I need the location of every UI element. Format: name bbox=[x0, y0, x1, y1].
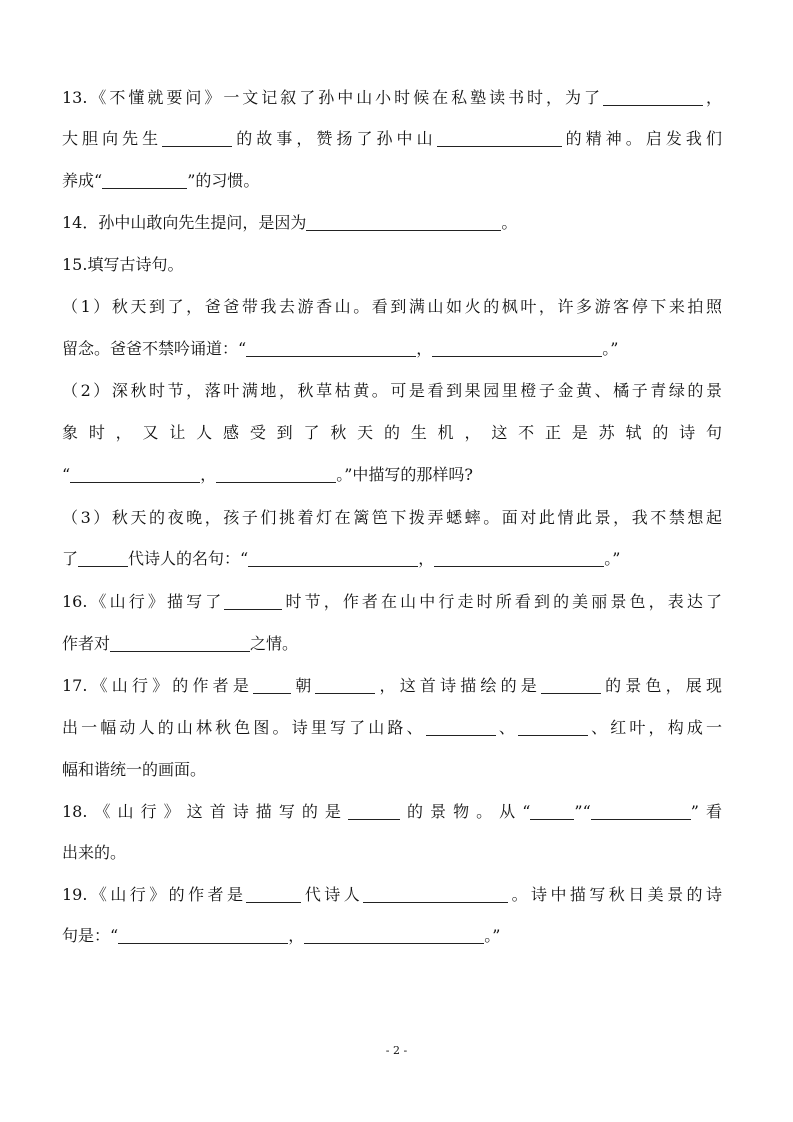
text-segment: 大胆向先生 bbox=[62, 129, 163, 148]
text-line bbox=[62, 338, 722, 360]
text-line bbox=[62, 548, 722, 570]
text-segment: 14．孙中山敢向先生提问，是因为 bbox=[62, 213, 307, 232]
answer-blank[interactable] bbox=[348, 803, 400, 820]
answer-blank[interactable] bbox=[541, 677, 601, 694]
text-line bbox=[62, 422, 722, 444]
text-segment: ， bbox=[200, 465, 217, 484]
answer-blank[interactable] bbox=[102, 172, 187, 189]
answer-blank[interactable] bbox=[591, 803, 691, 820]
text-line bbox=[62, 591, 722, 613]
text-segment: “ bbox=[62, 465, 71, 484]
answer-blank[interactable] bbox=[78, 550, 128, 567]
text-segment: 代诗人 bbox=[301, 885, 364, 904]
text-line bbox=[62, 296, 722, 318]
text-line bbox=[62, 842, 722, 864]
text-segment: 的景物。从“ bbox=[399, 802, 531, 821]
text-line bbox=[62, 801, 722, 823]
text-segment: 。” bbox=[484, 926, 501, 945]
page-number: - 2 - bbox=[385, 1044, 408, 1057]
answer-blank[interactable] bbox=[306, 214, 501, 231]
text-segment: ， bbox=[416, 339, 433, 358]
answer-blank[interactable] bbox=[224, 593, 282, 610]
answer-blank[interactable] bbox=[110, 635, 250, 652]
text-segment: （2）深秋时节，落叶满地，秋草枯黄。可是看到果园里橙子金黄、橘子青绿的景 bbox=[62, 381, 722, 400]
text-line bbox=[62, 717, 722, 739]
text-segment: ， bbox=[288, 926, 305, 945]
answer-blank[interactable] bbox=[253, 677, 291, 694]
text-segment: （3）秋天的夜晚，孩子们挑着灯在篱笆下拨弄蟋蟀。面对此情此景，我不禁想起 bbox=[62, 508, 722, 527]
text-segment: 。诗中描写秋日美景的诗 bbox=[508, 885, 722, 904]
text-segment: 18.《山行》这首诗描写的是 bbox=[62, 802, 348, 821]
text-line bbox=[62, 884, 722, 906]
text-segment: 、 bbox=[495, 718, 518, 737]
answer-blank[interactable] bbox=[518, 719, 588, 736]
text-line bbox=[62, 212, 722, 234]
text-segment: 、红叶，构成一 bbox=[587, 718, 722, 737]
text-segment: 代诗人的名句：“ bbox=[128, 549, 249, 568]
answer-blank[interactable] bbox=[304, 927, 484, 944]
text-segment: 朝 bbox=[291, 676, 316, 695]
answer-blank[interactable] bbox=[432, 340, 602, 357]
answer-blank[interactable] bbox=[70, 466, 200, 483]
answer-blank[interactable] bbox=[118, 927, 288, 944]
text-segment: ， bbox=[703, 88, 722, 107]
text-segment: ， bbox=[418, 549, 435, 568]
text-segment: （1）秋天到了，爸爸带我去游香山。看到满山如火的枫叶，许多游客停下来拍照 bbox=[62, 297, 722, 316]
answer-blank[interactable] bbox=[363, 886, 508, 903]
text-segment: 养成“ bbox=[62, 171, 103, 190]
text-segment: 。” bbox=[604, 549, 621, 568]
text-segment: ”的习惯。 bbox=[187, 171, 260, 190]
text-line bbox=[62, 464, 722, 486]
text-segment: 的故事，赞扬了孙中山 bbox=[232, 129, 437, 148]
text-segment: 作者对 bbox=[62, 634, 111, 653]
text-segment: 幅和谐统一的画面。 bbox=[62, 760, 207, 779]
text-segment: 出来的。 bbox=[62, 843, 127, 862]
text-segment: ”“ bbox=[574, 802, 591, 821]
text-line bbox=[62, 87, 722, 109]
answer-blank[interactable] bbox=[216, 466, 336, 483]
text-segment: 。 bbox=[501, 213, 518, 232]
text-line bbox=[62, 675, 722, 697]
text-segment: ”看 bbox=[690, 802, 722, 821]
answer-blank[interactable] bbox=[603, 89, 703, 106]
text-line bbox=[62, 128, 722, 150]
text-segment: 17.《山行》的作者是 bbox=[62, 676, 254, 695]
text-segment: 之情。 bbox=[250, 634, 299, 653]
answer-blank[interactable] bbox=[426, 719, 496, 736]
answer-blank[interactable] bbox=[315, 677, 375, 694]
answer-blank[interactable] bbox=[246, 340, 416, 357]
text-line bbox=[62, 254, 722, 276]
answer-blank[interactable] bbox=[437, 130, 562, 147]
text-line bbox=[62, 633, 722, 655]
answer-blank[interactable] bbox=[530, 803, 574, 820]
text-segment: 19.《山行》的作者是 bbox=[62, 885, 247, 904]
text-segment: 15.填写古诗句。 bbox=[62, 255, 184, 274]
text-segment: 留念。爸爸不禁吟诵道：“ bbox=[62, 339, 247, 358]
text-line bbox=[62, 925, 722, 947]
text-segment: 出一幅动人的山林秋色图。诗里写了山路、 bbox=[62, 718, 426, 737]
text-line bbox=[62, 507, 722, 529]
text-segment: 时节，作者在山中行走时所看到的美丽景色，表达了 bbox=[282, 592, 722, 611]
text-segment: 句是：“ bbox=[62, 926, 119, 945]
text-segment: 象 时 ， 又 让 人 感 受 到 了 秋 天 的 生 机 ， 这 不 正 是 苏 轼 的 诗 句 bbox=[62, 423, 722, 442]
text-line bbox=[62, 759, 722, 781]
text-line bbox=[62, 380, 722, 402]
answer-blank[interactable] bbox=[248, 550, 418, 567]
text-segment: 的景色，展现 bbox=[600, 676, 722, 695]
answer-blank[interactable] bbox=[246, 886, 301, 903]
text-segment: 了 bbox=[62, 549, 79, 568]
text-segment: 的精神。启发我们 bbox=[561, 129, 722, 148]
text-line bbox=[62, 170, 722, 192]
text-segment: 13.《不懂就要问》一文记叙了孙中山小时候在私塾读书时，为了 bbox=[62, 88, 603, 107]
text-segment: 。” bbox=[602, 339, 619, 358]
text-segment: 。”中描写的那样吗? bbox=[336, 465, 473, 484]
answer-blank[interactable] bbox=[434, 550, 604, 567]
text-segment: 16.《山行》描写了 bbox=[62, 592, 225, 611]
answer-blank[interactable] bbox=[162, 130, 232, 147]
text-segment: ，这首诗描绘的是 bbox=[375, 676, 541, 695]
